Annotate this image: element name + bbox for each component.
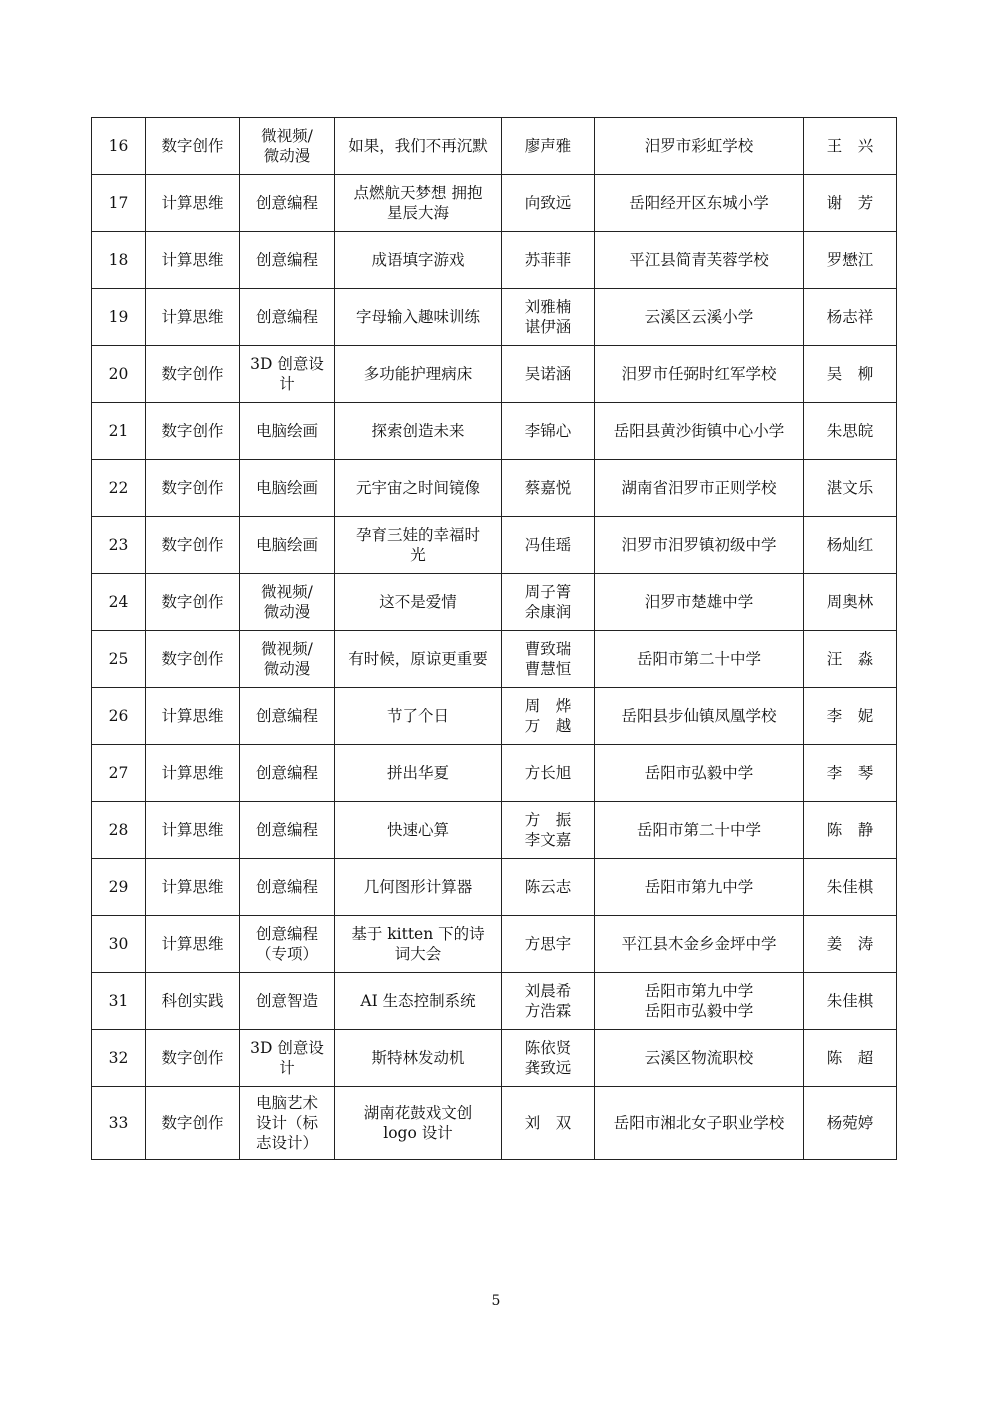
category-cell: 计算思维 — [146, 289, 240, 346]
row-number: 29 — [92, 859, 146, 916]
title-cell: 孕育三娃的幸福时 光 — [335, 517, 502, 574]
author-cell: 刘晨希 方浩霖 — [502, 973, 595, 1030]
teacher-cell: 湛文乐 — [804, 460, 897, 517]
item-cell: 创意编程 — [240, 289, 335, 346]
row-number: 21 — [92, 403, 146, 460]
page-number: 5 — [491, 1293, 501, 1309]
author-cell: 苏菲菲 — [502, 232, 595, 289]
item-cell: 电脑艺术 设计（标 志设计） — [240, 1087, 335, 1160]
teacher-cell: 汪 淼 — [804, 631, 897, 688]
author-cell: 刘雅楠 谌伊涵 — [502, 289, 595, 346]
title-cell: 这不是爱情 — [335, 574, 502, 631]
title-cell: 如果，我们不再沉默 — [335, 118, 502, 175]
table-row — [92, 916, 897, 973]
school-cell: 汨罗市任弼时红军学校 — [595, 346, 804, 403]
school-cell: 汨罗市彩虹学校 — [595, 118, 804, 175]
teacher-cell: 李 琴 — [804, 745, 897, 802]
item-cell: 创意编程 — [240, 859, 335, 916]
teacher-cell: 周奥林 — [804, 574, 897, 631]
row-number: 23 — [92, 517, 146, 574]
table-row — [92, 175, 897, 232]
school-cell: 平江县简青芙蓉学校 — [595, 232, 804, 289]
title-cell: 有时候，原谅更重要 — [335, 631, 502, 688]
item-cell: 创意编程 — [240, 745, 335, 802]
school-cell: 平江县木金乡金坪中学 — [595, 916, 804, 973]
item-cell: 3D 创意设 计 — [240, 346, 335, 403]
title-cell: AI 生态控制系统 — [335, 973, 502, 1030]
table-row — [92, 517, 897, 574]
row-number: 33 — [92, 1087, 146, 1160]
author-cell: 廖声雅 — [502, 118, 595, 175]
category-cell: 数字创作 — [146, 346, 240, 403]
category-cell: 数字创作 — [146, 574, 240, 631]
table-row — [92, 574, 897, 631]
category-cell: 计算思维 — [146, 688, 240, 745]
row-number: 30 — [92, 916, 146, 973]
teacher-cell: 杨灿红 — [804, 517, 897, 574]
item-cell: 微视频/ 微动漫 — [240, 574, 335, 631]
row-number: 22 — [92, 460, 146, 517]
category-cell: 计算思维 — [146, 859, 240, 916]
title-cell: 基于 kitten 下的诗 词大会 — [335, 916, 502, 973]
author-cell: 曹致瑞 曹慧恒 — [502, 631, 595, 688]
category-cell: 计算思维 — [146, 745, 240, 802]
title-cell: 字母输入趣味训练 — [335, 289, 502, 346]
category-cell: 计算思维 — [146, 232, 240, 289]
category-cell: 数字创作 — [146, 118, 240, 175]
author-cell: 方思宇 — [502, 916, 595, 973]
table-body — [92, 118, 897, 1160]
category-cell: 计算思维 — [146, 802, 240, 859]
table-row — [92, 631, 897, 688]
item-cell: 电脑绘画 — [240, 460, 335, 517]
teacher-cell: 朱佳棋 — [804, 973, 897, 1030]
category-cell: 数字创作 — [146, 403, 240, 460]
item-cell: 3D 创意设 计 — [240, 1030, 335, 1087]
title-cell: 快速心算 — [335, 802, 502, 859]
table-row — [92, 289, 897, 346]
item-cell: 创意编程 — [240, 802, 335, 859]
teacher-cell: 朱佳棋 — [804, 859, 897, 916]
category-cell: 科创实践 — [146, 973, 240, 1030]
category-cell: 数字创作 — [146, 1030, 240, 1087]
row-number: 27 — [92, 745, 146, 802]
table-row — [92, 346, 897, 403]
row-number: 16 — [92, 118, 146, 175]
table-row — [92, 1030, 897, 1087]
row-number: 26 — [92, 688, 146, 745]
school-cell: 汨罗市楚雄中学 — [595, 574, 804, 631]
table-row — [92, 1087, 897, 1160]
author-cell: 陈云志 — [502, 859, 595, 916]
row-number: 18 — [92, 232, 146, 289]
teacher-cell: 吴 柳 — [804, 346, 897, 403]
title-cell: 拼出华夏 — [335, 745, 502, 802]
item-cell: 微视频/ 微动漫 — [240, 118, 335, 175]
awards-table — [91, 117, 897, 1160]
item-cell: 微视频/ 微动漫 — [240, 631, 335, 688]
author-cell: 冯佳瑶 — [502, 517, 595, 574]
school-cell: 岳阳市湘北女子职业学校 — [595, 1087, 804, 1160]
row-number: 19 — [92, 289, 146, 346]
school-cell: 岳阳市第二十中学 — [595, 802, 804, 859]
table-row — [92, 460, 897, 517]
author-cell: 蔡嘉悦 — [502, 460, 595, 517]
teacher-cell: 姜 涛 — [804, 916, 897, 973]
table-row — [92, 232, 897, 289]
title-cell: 元宇宙之时间镜像 — [335, 460, 502, 517]
row-number: 32 — [92, 1030, 146, 1087]
row-number: 20 — [92, 346, 146, 403]
teacher-cell: 李 妮 — [804, 688, 897, 745]
title-cell: 湖南花鼓戏文创 logo 设计 — [335, 1087, 502, 1160]
school-cell: 汨罗市汨罗镇初级中学 — [595, 517, 804, 574]
school-cell: 云溪区物流职校 — [595, 1030, 804, 1087]
teacher-cell: 谢 芳 — [804, 175, 897, 232]
table-row — [92, 802, 897, 859]
school-cell: 岳阳市弘毅中学 — [595, 745, 804, 802]
row-number: 25 — [92, 631, 146, 688]
school-cell: 岳阳县黄沙街镇中心小学 — [595, 403, 804, 460]
table-row — [92, 688, 897, 745]
category-cell: 计算思维 — [146, 916, 240, 973]
category-cell: 数字创作 — [146, 1087, 240, 1160]
table-row — [92, 118, 897, 175]
title-cell: 点燃航天梦想 拥抱 星辰大海 — [335, 175, 502, 232]
title-cell: 多功能护理病床 — [335, 346, 502, 403]
author-cell: 周 烨 万 越 — [502, 688, 595, 745]
item-cell: 创意编程 — [240, 688, 335, 745]
school-cell: 岳阳县步仙镇凤凰学校 — [595, 688, 804, 745]
row-number: 28 — [92, 802, 146, 859]
title-cell: 斯特林发动机 — [335, 1030, 502, 1087]
row-number: 17 — [92, 175, 146, 232]
item-cell: 创意编程 （专项） — [240, 916, 335, 973]
category-cell: 计算思维 — [146, 175, 240, 232]
title-cell: 探索创造未来 — [335, 403, 502, 460]
author-cell: 陈依贤 龚致远 — [502, 1030, 595, 1087]
item-cell: 创意编程 — [240, 232, 335, 289]
category-cell: 数字创作 — [146, 517, 240, 574]
table-row — [92, 973, 897, 1030]
title-cell: 几何图形计算器 — [335, 859, 502, 916]
table-row — [92, 403, 897, 460]
author-cell: 刘 双 — [502, 1087, 595, 1160]
item-cell: 电脑绘画 — [240, 403, 335, 460]
school-cell: 岳阳市第九中学 岳阳市弘毅中学 — [595, 973, 804, 1030]
teacher-cell: 陈 超 — [804, 1030, 897, 1087]
teacher-cell: 罗懋江 — [804, 232, 897, 289]
school-cell: 岳阳市第九中学 — [595, 859, 804, 916]
author-cell: 方 振 李文嘉 — [502, 802, 595, 859]
author-cell: 周子箐 余康润 — [502, 574, 595, 631]
school-cell: 湖南省汨罗市正则学校 — [595, 460, 804, 517]
teacher-cell: 朱思皖 — [804, 403, 897, 460]
school-cell: 云溪区云溪小学 — [595, 289, 804, 346]
category-cell: 数字创作 — [146, 460, 240, 517]
item-cell: 创意智造 — [240, 973, 335, 1030]
category-cell: 数字创作 — [146, 631, 240, 688]
author-cell: 方长旭 — [502, 745, 595, 802]
item-cell: 创意编程 — [240, 175, 335, 232]
table-row — [92, 745, 897, 802]
table-row — [92, 859, 897, 916]
author-cell: 李锦心 — [502, 403, 595, 460]
title-cell: 节了个日 — [335, 688, 502, 745]
school-cell: 岳阳经开区东城小学 — [595, 175, 804, 232]
teacher-cell: 杨菀婷 — [804, 1087, 897, 1160]
row-number: 31 — [92, 973, 146, 1030]
row-number: 24 — [92, 574, 146, 631]
item-cell: 电脑绘画 — [240, 517, 335, 574]
teacher-cell: 陈 静 — [804, 802, 897, 859]
school-cell: 岳阳市第二十中学 — [595, 631, 804, 688]
teacher-cell: 王 兴 — [804, 118, 897, 175]
author-cell: 向致远 — [502, 175, 595, 232]
teacher-cell: 杨志祥 — [804, 289, 897, 346]
title-cell: 成语填字游戏 — [335, 232, 502, 289]
author-cell: 吴诺涵 — [502, 346, 595, 403]
